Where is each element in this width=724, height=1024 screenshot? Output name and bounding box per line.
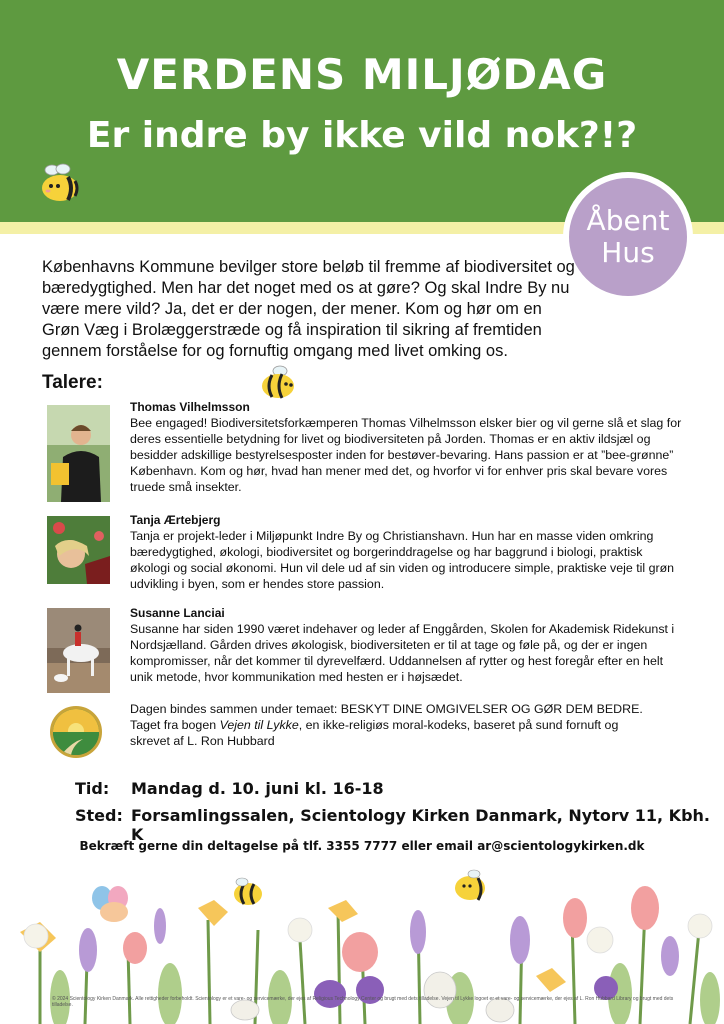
speaker-name: Tanja Ærtebjerg bbox=[130, 513, 221, 527]
speaker-bio: Tanja er projekt-leder i Miljøpunkt Indre By og Christianshavn. Hun har en masse viden omkring bæredygtighed, økologi, biodiversitet og borgerinddragelse og har baggrund i biologi, praktisk økologi og social økonomi. Hun vil dele ud af sin viden og introducere simple, praktiske veje til grøn udvikling i byen, som er hendes store passion. bbox=[130, 529, 675, 591]
book-title: Vejen til Lykke bbox=[219, 718, 299, 732]
speaker-photo-susanne bbox=[47, 608, 110, 693]
speaker-photo-tanja bbox=[47, 516, 110, 584]
speakers-heading: Talere: bbox=[42, 372, 103, 393]
place-value: Forsamlingssalen, Scientology Kirken Danmark, Nytorv 11, Kbh. K bbox=[131, 806, 710, 844]
badge-line1: Åbent bbox=[586, 204, 670, 237]
time-value: Mandag d. 10. juni kl. 16-18 bbox=[131, 779, 384, 798]
speaker-bio: Bee engaged! Biodiversitetsforkæmperen Thomas Vilhelmsson elsker bier og vil gerne slå et slag for deres essentielle betydning for livet og biodiversiteten på Jorden. Thomas er en aktiv ildsjæl og besidder adskillige bestyrelsesposter inden for bestøver-bevaring. Hans passion er at ”bee-grønne” København. Kom og hør, hvad han mener med det, og hvorfor vi for enhver pris skal bevare vores truede små insekter. bbox=[130, 416, 682, 494]
badge-line2: Hus bbox=[601, 236, 655, 269]
theme-line1: Dagen bindes sammen under temaet: BESKYT DINE OMGIVELSER OG GØR DEM BEDRE. bbox=[130, 702, 643, 716]
page-title: VERDENS MILJØDAG bbox=[116, 50, 608, 99]
butterfly-icon bbox=[92, 886, 128, 922]
speaker-name: Thomas Vilhelmsson bbox=[130, 400, 250, 414]
bee-icon bbox=[38, 162, 84, 204]
speaker-photo-thomas bbox=[47, 405, 110, 502]
theme-line3: skrevet af L. Ron Hubbard bbox=[130, 734, 275, 748]
way-to-happiness-logo bbox=[50, 706, 102, 758]
bee-icon bbox=[234, 878, 262, 905]
bee-icon bbox=[258, 364, 298, 402]
bee-icon bbox=[455, 870, 485, 900]
theme-line2 bbox=[130, 717, 690, 733]
open-house-badge bbox=[563, 172, 693, 302]
intro-text: Københavns Kommune bevilger store beløb til fremme af biodiversitet og bæredygtighed. Men har det noget med os at gøre? Og skal Indre By nu være mere vild? Ja, det er der nogen, der mener. Kom og hør om en Grøn Væg i Brolæggerstræde og få inspiration til sikring af fremtiden gennem forståelse for og fornuftig omgang med livet omking os. bbox=[42, 258, 575, 360]
page-subtitle: Er indre by ikke vild nok?!? bbox=[86, 115, 638, 156]
copyright-note: © 2024 Scientology Kirken Danmark. Alle rettigheder forbeholdt. Scientology er et vare- og servicemærke, der ejes af Religious Technology Center og brugt med dets tilladelse. Vejen til Lykke logoet er et vare- og servicemærke, der ejes af L. Ron Hubbard Library og brugt med dets tilladelse. bbox=[52, 996, 674, 1008]
speaker-bio: Susanne har siden 1990 været indehaver og leder af Enggården, Skolen for Akademisk Ridekunst i Nordsjælland. Gården drives økologisk, biodiversiteten er til at tage og føle på, og der er ingen kompromisser, når det kommer til dyrevelfærd. Uddannelsen af rytter og hest foregår efter en helt unik metode, hvor kommunikation med hesten er i højsædet. bbox=[130, 622, 675, 684]
place-label: Sted: bbox=[75, 806, 123, 825]
time-label: Tid: bbox=[75, 779, 110, 798]
theme-note bbox=[130, 701, 690, 749]
rsvp-text: Bekræft gerne din deltagelse på tlf. 3355 7777 eller email ar@scientologykirken.dk bbox=[79, 839, 645, 853]
theme-line2-suffix: , en ikke-religiøs moral-kodeks, baseret på sund fornuft og bbox=[298, 718, 619, 732]
speaker-name: Susanne Lanciai bbox=[130, 606, 225, 620]
theme-line2-prefix: Taget fra bogen bbox=[130, 718, 220, 732]
